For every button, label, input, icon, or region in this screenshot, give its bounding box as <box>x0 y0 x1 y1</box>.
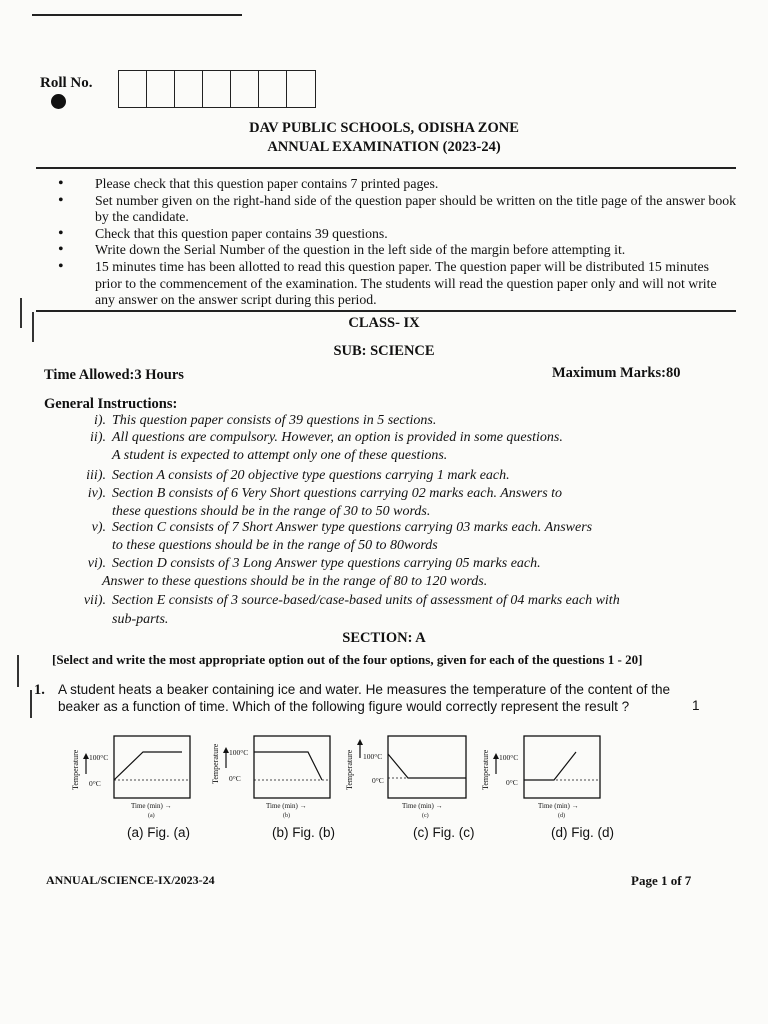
instruction-text: A student is expected to attempt only one of these questions. <box>112 447 448 463</box>
top-tick-label: 100°C <box>89 753 109 762</box>
figure-sub-label: (b) <box>283 813 290 819</box>
instruction-text: to these questions should be in the range of 50 to 80words <box>112 537 438 553</box>
instruction-item: • Check that this question paper contains 39 questions. <box>58 226 738 243</box>
figure-caption-c: (c) Fig. (c) <box>413 825 475 840</box>
bottom-tick-label: 0°C <box>229 774 241 783</box>
instruction-item: • 15 minutes time has been allotted to read this question paper. The question paper will be distributed 15 minutes prior to the commencement of the examination. The students will read the question paper only and will not write any answer on the answer script during this period. <box>58 259 738 309</box>
figure-sub-label: (c) <box>422 813 429 819</box>
instruction-text: Section A consists of 20 objective type questions carrying 1 mark each. <box>112 468 510 483</box>
subject-line: SUB: SCIENCE <box>333 343 435 359</box>
bottom-tick-label: 0°C <box>372 776 384 785</box>
margin-mark <box>30 690 32 718</box>
section-title: SECTION: A <box>342 630 426 646</box>
footer-page-number: Page 1 of 7 <box>631 873 692 888</box>
general-instructions-title: General Instructions: <box>44 396 178 412</box>
y-axis-label: Temperature <box>345 749 354 790</box>
x-axis-label: Time (min) → <box>131 802 172 810</box>
figure-caption-d: (d) Fig. (d) <box>551 825 615 840</box>
roll-bullet-dot <box>51 94 66 109</box>
roll-box[interactable] <box>259 71 287 107</box>
bottom-tick-label: 0°C <box>89 779 101 788</box>
instruction-number: vi). <box>87 556 106 571</box>
instruction-text: Section E consists of 3 source-based/case-based units of assessment of 04 marks each with <box>112 593 620 608</box>
top-tick-label: 100°C <box>363 752 383 761</box>
instruction-text: All questions are compulsory. However, an option is provided in some questions. <box>112 430 563 445</box>
question-number: 1. <box>34 682 45 698</box>
instruction-number: iv). <box>87 486 106 501</box>
figure-a <box>71 736 190 819</box>
instruction-number: vii). <box>83 593 106 608</box>
figure-sub-label: (d) <box>558 813 565 819</box>
exam-title: ANNUAL EXAMINATION (2023-24) <box>267 139 501 155</box>
temperature-time-figures <box>60 728 660 824</box>
instruction-text: This question paper consists of 39 questions in 5 sections. <box>112 413 437 428</box>
graph-line <box>114 752 182 780</box>
graph-line <box>254 752 322 780</box>
roll-box[interactable] <box>119 71 147 107</box>
top-tick-label: 100°C <box>229 748 249 757</box>
graph-line <box>524 752 576 780</box>
x-axis-label: Time (min) → <box>538 802 579 810</box>
instruction-item: • Write down the Serial Number of the question in the left side of the margin before attempting it. <box>58 242 738 259</box>
instruction-number: ii). <box>90 430 106 445</box>
instruction-item: • Please check that this question paper contains 7 printed pages. <box>58 176 738 193</box>
instruction-text: sub-parts. <box>112 612 169 627</box>
instruction-number: i). <box>93 413 106 428</box>
maximum-marks: Maximum Marks:80 <box>552 365 681 381</box>
instruction-number: v). <box>91 520 106 535</box>
figure-d <box>481 736 600 819</box>
margin-mark <box>17 655 19 687</box>
roll-box[interactable] <box>287 71 315 107</box>
graph-line <box>388 754 466 778</box>
class-line: CLASS- IX <box>348 315 420 331</box>
bottom-tick-label: 0°C <box>506 778 518 787</box>
question-marks: 1 <box>692 698 700 713</box>
figure-c <box>345 736 466 819</box>
figure-caption-b: (b) Fig. (b) <box>272 825 336 840</box>
roll-box[interactable] <box>147 71 175 107</box>
instruction-text: Section C consists of 7 Short Answer type questions carrying 03 marks each. Answers <box>112 520 593 535</box>
roll-box[interactable] <box>203 71 231 107</box>
figure-b <box>211 736 330 819</box>
school-name: DAV PUBLIC SCHOOLS, ODISHA ZONE <box>249 120 519 136</box>
top-rule <box>32 14 242 16</box>
instruction-text: Section D consists of 3 Long Answer type questions carrying 05 marks each. <box>112 556 541 571</box>
time-allowed: Time Allowed:3 Hours <box>44 367 184 383</box>
figure-caption-a: (a) Fig. (a) <box>127 825 191 840</box>
roll-box[interactable] <box>175 71 203 107</box>
instruction-number: iii). <box>86 468 106 483</box>
top-tick-label: 100°C <box>499 753 519 762</box>
instruction-text: these questions should be in the range of 30 to 50 words. <box>112 503 431 519</box>
question-text: A student heats a beaker containing ice and water. He measures the temperature of the content of the beaker as a function of time. Which of the following figure would correctly represent the result ? <box>58 682 671 714</box>
instruction-text: Section B consists of 6 Very Short questions carrying 02 marks each. Answers to <box>112 486 563 501</box>
section-note: [Select and write the most appropriate option out of the four options, given for each of the questions 1 - 20] <box>52 652 643 667</box>
instruction-item: • Set number given on the right-hand side of the question paper should be written on the title page of the answer book by the candidate. <box>58 193 738 226</box>
y-axis-label: Temperature <box>481 749 490 790</box>
y-axis-label: Temperature <box>71 749 80 790</box>
y-axis-label: Temperature <box>211 743 220 784</box>
roll-no-label: Roll No. <box>40 75 93 91</box>
x-axis-label: Time (min) → <box>266 802 307 810</box>
x-axis-label: Time (min) → <box>402 802 443 810</box>
roll-box[interactable] <box>231 71 259 107</box>
roll-no-boxes[interactable] <box>118 70 316 108</box>
figure-sub-label: (a) <box>148 813 155 819</box>
instruction-text: Answer to these questions should be in the range of 80 to 120 words. <box>102 573 488 589</box>
instructions-list <box>58 176 738 309</box>
footer-paper-code: ANNUAL/SCIENCE-IX/2023-24 <box>46 873 215 887</box>
